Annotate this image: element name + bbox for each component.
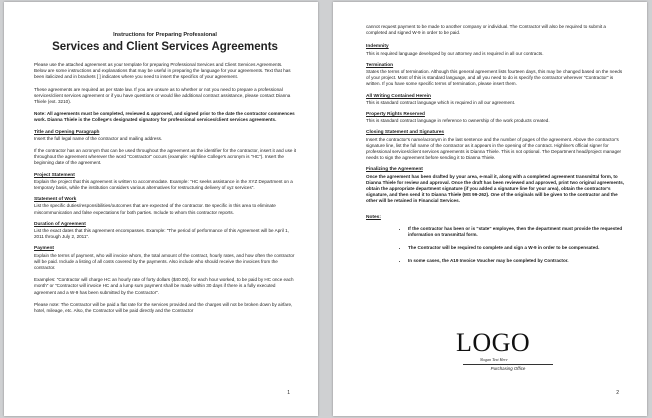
signature-line	[463, 364, 553, 365]
page-2-content	[366, 2, 625, 271]
document-page-1	[4, 2, 318, 416]
page-2-sections	[366, 44, 625, 161]
section-heading: Duration of Agreement	[34, 221, 86, 227]
page-1-content	[34, 2, 296, 320]
document-title: Services and Client Services Agreements	[52, 41, 278, 53]
section	[366, 63, 625, 88]
section-body: Please note: The Contractor will be paid a flat rate for the services provided and the charges will not be broken down by airfare, hotel, mileage, etc. Also, the Contractor will be paid directly and the Contractor	[34, 301, 293, 314]
section-body: List the specific duties/responsibilities/outcomes that are expected of the contractor. Be specific in this area to eliminate miscommunication and false expectations for both parties. Include to whom this contractor reports.	[34, 203, 276, 215]
section-heading: Title and Opening Paragraph	[34, 129, 100, 135]
logo-block	[456, 330, 546, 362]
section-body: List the exact dates that this agreement encompasses. Example: "The period of performance of this Agreement will be April 1, 2011 through July 2, 2011".	[34, 228, 289, 240]
note-item: • In some cases, the A19 Invoice Voucher may be completed by Contractor.	[408, 258, 625, 264]
section-body: Explain the terms of payment, who will invoice whom, the total amount of the contract, hourly rates, and how often the contractor will be paid. Include a listing of all costs covered by the payments. Also include who should receive the invoices from the contractor.	[34, 252, 295, 271]
intro-paragraph-2: These agreements are required as per state law. If you are unsure as to whether or not you need to prepare a professional services/client services agreement or if you have questions or would like additional contract assistance, please contact Dianna Thiele (ext. 3210).	[34, 86, 291, 105]
section-body: Examples: "Contractor will charge HC an hourly rate of forty dollars ($40.00), for each hour worked, to be paid by HC once each month" or "Contractor will invoice HC and a lump sum payment shall be made within 30 days if there is a fully executed agreement and a W-9 has been submitted by the Contractor".	[34, 277, 294, 295]
section-heading: Closing Statement and Signatures	[366, 130, 445, 136]
section-heading: Indemnity	[366, 44, 389, 50]
section-body: This is required language developed by our attorney and is required in all our contracts.	[366, 50, 544, 56]
section	[34, 277, 296, 296]
note-item: • If the contractor has been or is "state" employee, then the department must provide the requested information on transmittal form.	[408, 226, 625, 238]
notes-heading: Notes:	[366, 214, 381, 220]
section	[34, 173, 296, 192]
section-heading: Project Statement	[34, 172, 75, 178]
section	[366, 130, 625, 161]
logo: LOGO	[456, 328, 531, 357]
section	[34, 222, 296, 241]
intro-note: Note: All agreements must be completed, reviewed & approved, and signed prior to the date the contractor commences work. Dianna Thiele is the College's designated signatory for professional services/client services agreements.	[34, 111, 295, 123]
section	[366, 44, 625, 56]
page-1-sections	[34, 130, 296, 315]
section	[34, 197, 296, 216]
section-body: Insert the contractor's name/acronym in the last sentence and the number of pages of the agreement. Above the contractor's signature line, list the full name of the contractor as it appears in the opening of the contract. Highline's official signer for professional services/client services agreements is Dianna Thiele. This is not optional. The Department head/project manager needs to sign the agreement before sending it to Dianna Thiele.	[366, 136, 622, 161]
section-heading: Termination	[366, 62, 394, 68]
page-number-2: 2	[616, 390, 619, 396]
section-body: Insert the full legal name of the contractor and mailing address.	[34, 135, 163, 141]
page-number-1: 1	[287, 390, 290, 396]
section	[34, 302, 296, 314]
section-heading: Payment	[34, 246, 54, 252]
finalizing-body: Once the agreement has been drafted by your area, e-mail it, along with a completed agreement transmittal form, to Dianna Thiele for review and approval. Once the draft has been reviewed and approved, print two original agreements, obtain the appropriate department signature (if you added a signature line for your area), obtain the contractor's signature, and then send it to Dianna Thiele (MS 99-262). One of the originals will be given to the contractor and the other will be retained in Financial Services.	[366, 173, 625, 204]
section-body: States the terms of termination. Although this general agreement lists fourteen days, this may be changed based on the needs of your project. Most of this is standard language, and all you need to do is specify the contractor wherever "Contractor" is written. If you have some specific terms of termination, please insert them.	[366, 69, 623, 87]
section-heading: Property Rights Reserved	[366, 112, 425, 118]
continued-paragraph: cannot request payment to be made to another company or individual. The Contractor will also be required to submit a completed and signed W-9 in order to be paid.	[366, 24, 606, 36]
signature-label: Purchasing Office	[490, 366, 526, 371]
section-body: If the contractor has an acronym that can be used throughout the agreement as the identifier for the contractor, insert it and use it throughout the agreement wherever the word "Contractor" occurs (example: Highline College's acronym is "HC"). Insert the beginning date of the agreement.	[34, 148, 296, 166]
document-page-2	[333, 2, 647, 416]
intro-paragraph-1: Please use the attached agreement as your template for preparing Professional Services and Client Services Agreements. Below are some instructions and explanations that may be useful in preparing the language for your agreements. Text that has been italicized and in brackets [ ] indicates where you need to insert the specifics of your agreement.	[34, 62, 291, 80]
notes-list	[366, 226, 625, 265]
document-subtitle: Instructions for Preparing Professional	[113, 32, 217, 38]
section	[34, 148, 296, 167]
finalizing-heading: Finalizing the Agreement	[366, 167, 423, 173]
section-body: This is standard contract language in reference to ownership of the work products created.	[366, 118, 550, 124]
logo-tagline: Slogan Text Here	[480, 357, 508, 362]
note-item: • The Contractor will be required to complete and sign a W-9 in order to be compensated.	[408, 245, 625, 251]
section-body: This is standard contract language which is required in all our agreement.	[366, 99, 516, 105]
section	[366, 94, 625, 106]
section-body: Explain the project that this agreement is written to accommodate. Example: "HC seeks assistance in the XYZ Department on a temporary basis, while the institution considers various alternatives for restructuring delivery of xyz services".	[34, 178, 293, 191]
section	[34, 130, 296, 142]
section	[366, 112, 625, 124]
section	[34, 246, 296, 271]
section-heading: All Writing Contained Herein	[366, 93, 431, 99]
section-heading: Statement of Work	[34, 197, 77, 203]
